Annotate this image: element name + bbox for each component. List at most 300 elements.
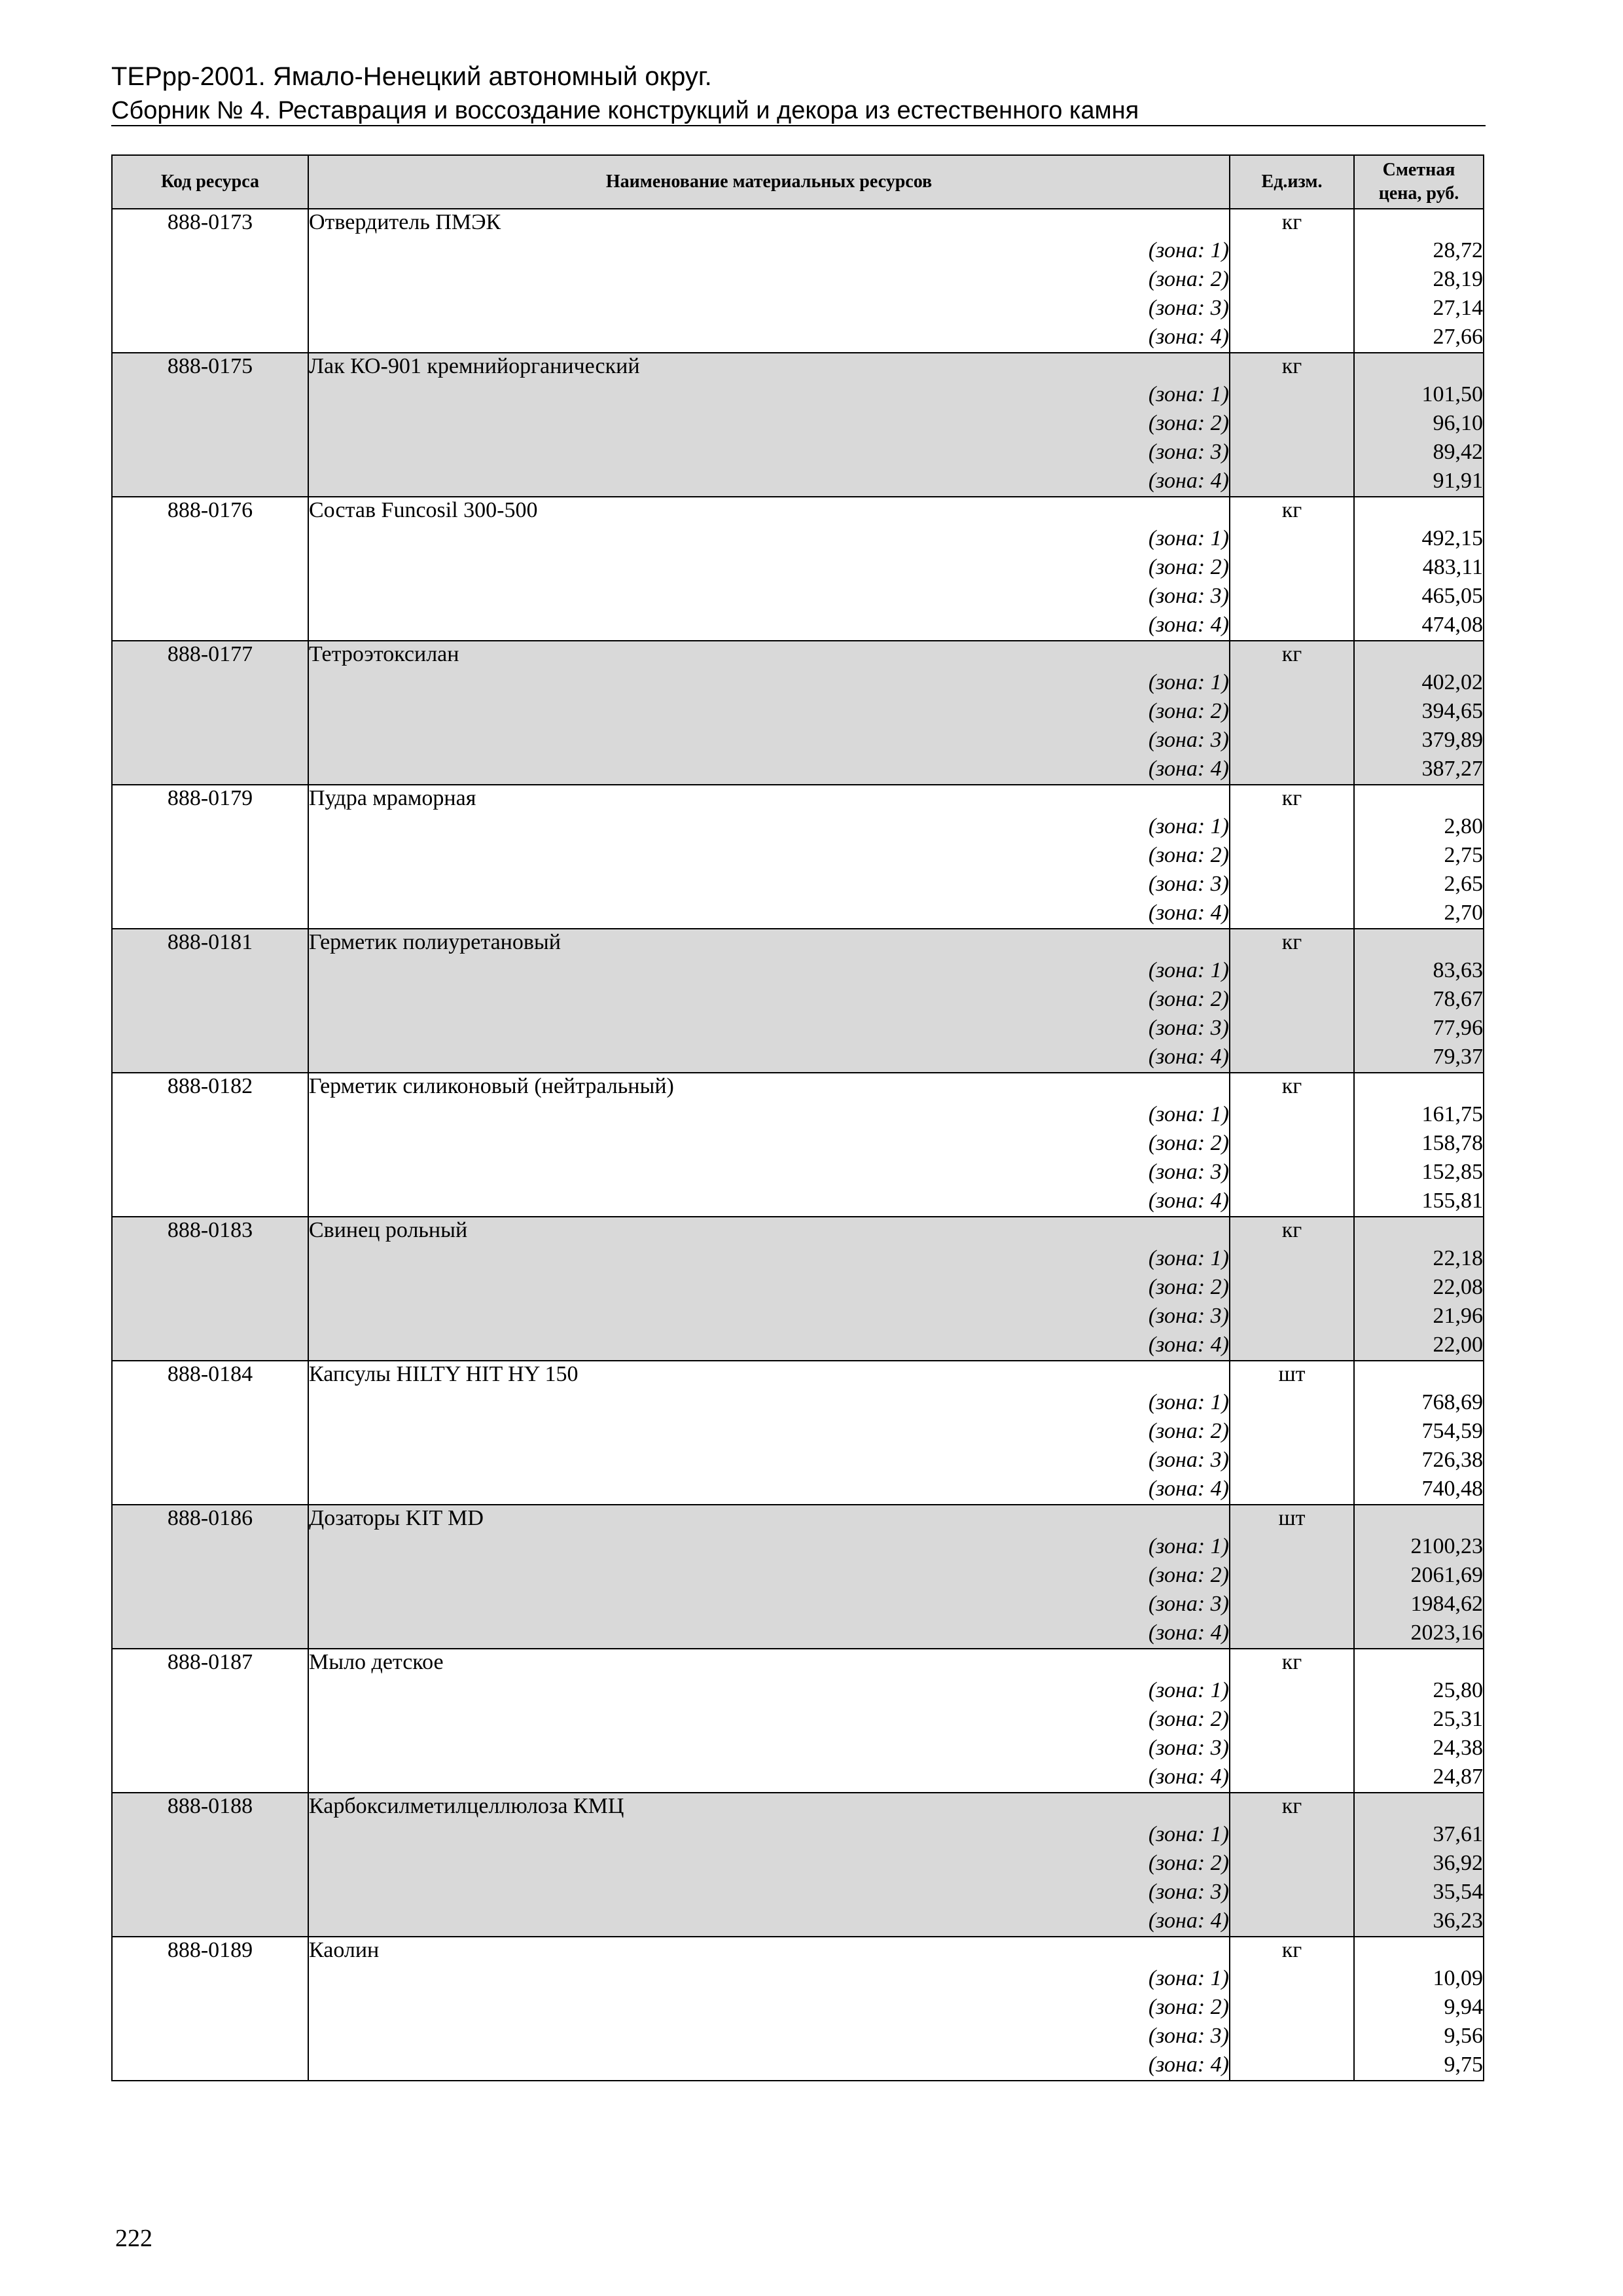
code-cell-empty: [112, 1332, 308, 1361]
table-row: [112, 842, 1484, 871]
code-cell-empty: [112, 1130, 308, 1159]
resource-code: 888-0189: [112, 1937, 308, 1965]
collection-title: Сборник № 4. Реставрация и воссоздание конструкций и декора из естественного камня: [111, 97, 1139, 124]
unit-cell-empty: [1230, 238, 1354, 266]
zone-label: (зона: 3): [308, 1591, 1230, 1620]
table-body: [112, 209, 1484, 2081]
code-cell-empty: [112, 1044, 308, 1073]
table-row: [112, 871, 1484, 900]
zone-label: (зона: 4): [308, 1620, 1230, 1649]
unit-cell-empty: [1230, 756, 1354, 785]
resource-code: 888-0173: [112, 209, 308, 238]
table-row: [112, 1217, 1484, 1246]
table-row: [112, 756, 1484, 785]
table-row: [112, 1591, 1484, 1620]
table-row: [112, 526, 1484, 554]
unit-cell-empty: [1230, 2052, 1354, 2081]
resource-code: 888-0179: [112, 785, 308, 814]
table-row: [112, 986, 1484, 1015]
table-row: [112, 814, 1484, 842]
zone-price: 474,08: [1354, 612, 1484, 641]
code-cell-empty: [112, 1908, 308, 1937]
code-cell-empty: [112, 2023, 308, 2052]
table-row: [112, 324, 1484, 353]
zone-label: (зона: 1): [308, 1965, 1230, 1994]
zone-label: (зона: 3): [308, 1447, 1230, 1476]
unit-cell-empty: [1230, 1735, 1354, 1764]
zone-label: (зона: 2): [308, 1850, 1230, 1879]
resource-code: 888-0181: [112, 929, 308, 958]
zone-label: (зона: 1): [308, 526, 1230, 554]
zone-price: 21,96: [1354, 1303, 1484, 1332]
unit-cell-empty: [1230, 1447, 1354, 1476]
zone-price: 10,09: [1354, 1965, 1484, 1994]
zone-price: 492,15: [1354, 526, 1484, 554]
zone-price: 483,11: [1354, 554, 1484, 583]
zone-price: 161,75: [1354, 1102, 1484, 1130]
zone-label: (зона: 4): [308, 1044, 1230, 1073]
table-row: [112, 698, 1484, 727]
code-cell-empty: [112, 238, 308, 266]
table-row: [112, 1159, 1484, 1188]
zone-price: 89,42: [1354, 439, 1484, 468]
zone-label: (зона: 3): [308, 727, 1230, 756]
header-price-line1: Сметная: [1382, 160, 1455, 180]
resource-name: Пудра мраморная: [308, 785, 1230, 814]
unit-cell-empty: [1230, 958, 1354, 986]
unit-cell-empty: [1230, 295, 1354, 324]
code-cell-empty: [112, 1188, 308, 1217]
table-row: [112, 1706, 1484, 1735]
table-row: [112, 1390, 1484, 1418]
unit-cell-empty: [1230, 1015, 1354, 1044]
zone-price: 27,66: [1354, 324, 1484, 353]
zone-label: (зона: 4): [308, 1476, 1230, 1505]
unit-cell-empty: [1230, 1274, 1354, 1303]
code-cell-empty: [112, 468, 308, 497]
table-row: [112, 1246, 1484, 1274]
table-row: [112, 1677, 1484, 1706]
table-row: [112, 1793, 1484, 1821]
zone-label: (зона: 4): [308, 2052, 1230, 2081]
table-row: [112, 1447, 1484, 1476]
code-cell-empty: [112, 1764, 308, 1793]
zone-label: (зона: 4): [308, 756, 1230, 785]
zone-label: (зона: 4): [308, 1908, 1230, 1937]
code-cell-empty: [112, 2052, 308, 2081]
unit-cell-empty: [1230, 871, 1354, 900]
unit-cell-empty: [1230, 1965, 1354, 1994]
zone-price: 22,00: [1354, 1332, 1484, 1361]
code-cell-empty: [112, 1562, 308, 1591]
unit-cell-empty: [1230, 986, 1354, 1015]
zone-label: (зона: 4): [308, 1332, 1230, 1361]
resource-code: 888-0183: [112, 1217, 308, 1246]
code-cell-empty: [112, 1390, 308, 1418]
zone-label: (зона: 1): [308, 1246, 1230, 1274]
header-rule: [111, 125, 1486, 126]
zone-price: 28,72: [1354, 238, 1484, 266]
zone-label: (зона: 2): [308, 266, 1230, 295]
table-row: [112, 2023, 1484, 2052]
price-cell-empty: [1354, 641, 1484, 670]
zone-price: 35,54: [1354, 1879, 1484, 1908]
table-row: [112, 1821, 1484, 1850]
unit-cell-empty: [1230, 1246, 1354, 1274]
zone-label: (зона: 1): [308, 670, 1230, 698]
unit-cell-empty: [1230, 382, 1354, 410]
unit-cell-empty: [1230, 1130, 1354, 1159]
unit-cell-empty: [1230, 1677, 1354, 1706]
table-header-row: [112, 155, 1484, 209]
resource-name: Лак КО-901 кремнийорганический: [308, 353, 1230, 382]
zone-label: (зона: 4): [308, 900, 1230, 929]
resource-name: Свинец рольный: [308, 1217, 1230, 1246]
zone-label: (зона: 1): [308, 1534, 1230, 1562]
resource-name: Герметик силиконовый (нейтральный): [308, 1073, 1230, 1102]
table-row: [112, 1418, 1484, 1447]
price-cell-empty: [1354, 1937, 1484, 1965]
unit-cell-empty: [1230, 1764, 1354, 1793]
resource-code: 888-0188: [112, 1793, 308, 1821]
zone-label: (зона: 4): [308, 468, 1230, 497]
zone-price: 9,56: [1354, 2023, 1484, 2052]
code-cell-empty: [112, 842, 308, 871]
table-row: [112, 266, 1484, 295]
code-cell-empty: [112, 439, 308, 468]
code-cell-empty: [112, 1534, 308, 1562]
zone-label: (зона: 2): [308, 1130, 1230, 1159]
resources-table: [111, 154, 1484, 2081]
resource-unit: кг: [1230, 209, 1354, 238]
unit-cell-empty: [1230, 1303, 1354, 1332]
unit-cell-empty: [1230, 324, 1354, 353]
price-cell-empty: [1354, 1073, 1484, 1102]
zone-price: 25,80: [1354, 1677, 1484, 1706]
table-row: [112, 1361, 1484, 1390]
table-row: [112, 1102, 1484, 1130]
price-cell-empty: [1354, 1793, 1484, 1821]
zone-price: 465,05: [1354, 583, 1484, 612]
table-row: [112, 238, 1484, 266]
unit-cell-empty: [1230, 526, 1354, 554]
unit-cell-empty: [1230, 583, 1354, 612]
zone-price: 152,85: [1354, 1159, 1484, 1188]
zone-price: 2,75: [1354, 842, 1484, 871]
unit-cell-empty: [1230, 1534, 1354, 1562]
zone-price: 2,65: [1354, 871, 1484, 900]
code-cell-empty: [112, 1015, 308, 1044]
resource-unit: кг: [1230, 929, 1354, 958]
code-cell-empty: [112, 1476, 308, 1505]
price-cell-empty: [1354, 1361, 1484, 1390]
code-cell-empty: [112, 554, 308, 583]
unit-cell-empty: [1230, 1620, 1354, 1649]
unit-cell-empty: [1230, 1821, 1354, 1850]
code-cell-empty: [112, 986, 308, 1015]
table-row: [112, 295, 1484, 324]
zone-price: 2061,69: [1354, 1562, 1484, 1591]
code-cell-empty: [112, 295, 308, 324]
unit-cell-empty: [1230, 1390, 1354, 1418]
unit-cell-empty: [1230, 727, 1354, 756]
unit-cell-empty: [1230, 1418, 1354, 1447]
code-cell-empty: [112, 1591, 308, 1620]
resource-unit: кг: [1230, 1217, 1354, 1246]
table-row: [112, 1073, 1484, 1102]
zone-label: (зона: 2): [308, 842, 1230, 871]
code-cell-empty: [112, 382, 308, 410]
code-cell-empty: [112, 410, 308, 439]
unit-cell-empty: [1230, 1850, 1354, 1879]
zone-label: (зона: 1): [308, 958, 1230, 986]
table-row: [112, 382, 1484, 410]
price-cell-empty: [1354, 1649, 1484, 1677]
zone-price: 158,78: [1354, 1130, 1484, 1159]
code-cell-empty: [112, 583, 308, 612]
zone-price: 2,80: [1354, 814, 1484, 842]
code-cell-empty: [112, 612, 308, 641]
code-cell-empty: [112, 1303, 308, 1332]
table-row: [112, 497, 1484, 526]
table-row: [112, 1188, 1484, 1217]
zone-label: (зона: 2): [308, 410, 1230, 439]
zone-price: 22,08: [1354, 1274, 1484, 1303]
unit-cell-empty: [1230, 698, 1354, 727]
zone-label: (зона: 1): [308, 814, 1230, 842]
document-title: ТЕРрр-2001. Ямало-Ненецкий автономный округ.: [111, 62, 712, 91]
resource-name: Каолин: [308, 1937, 1230, 1965]
table-row: [112, 958, 1484, 986]
unit-cell-empty: [1230, 1476, 1354, 1505]
price-cell-empty: [1354, 929, 1484, 958]
table-row: [112, 900, 1484, 929]
zone-price: 754,59: [1354, 1418, 1484, 1447]
resource-name: Карбоксилметилцеллюлоза КМЦ: [308, 1793, 1230, 1821]
unit-cell-empty: [1230, 1908, 1354, 1937]
zone-price: 740,48: [1354, 1476, 1484, 1505]
zone-label: (зона: 3): [308, 1015, 1230, 1044]
unit-cell-empty: [1230, 1102, 1354, 1130]
page-number: 222: [115, 2225, 152, 2252]
table-row: [112, 612, 1484, 641]
zone-price: 1984,62: [1354, 1591, 1484, 1620]
zone-label: (зона: 2): [308, 554, 1230, 583]
zone-price: 36,23: [1354, 1908, 1484, 1937]
unit-cell-empty: [1230, 1159, 1354, 1188]
table-row: [112, 1534, 1484, 1562]
table-row: [112, 1015, 1484, 1044]
resource-name: Герметик полиуретановый: [308, 929, 1230, 958]
code-cell-empty: [112, 900, 308, 929]
zone-price: 379,89: [1354, 727, 1484, 756]
zone-price: 2,70: [1354, 900, 1484, 929]
code-cell-empty: [112, 1274, 308, 1303]
code-cell-empty: [112, 1159, 308, 1188]
zone-price: 28,19: [1354, 266, 1484, 295]
zone-price: 768,69: [1354, 1390, 1484, 1418]
table-row: [112, 1620, 1484, 1649]
resource-unit: кг: [1230, 785, 1354, 814]
code-cell-empty: [112, 324, 308, 353]
zone-label: (зона: 3): [308, 871, 1230, 900]
resource-name: Тетроэтоксилан: [308, 641, 1230, 670]
code-cell-empty: [112, 1965, 308, 1994]
table-row: [112, 439, 1484, 468]
code-cell-empty: [112, 814, 308, 842]
unit-cell-empty: [1230, 670, 1354, 698]
table-row: [112, 209, 1484, 238]
zone-price: 37,61: [1354, 1821, 1484, 1850]
code-cell-empty: [112, 1735, 308, 1764]
table-row: [112, 785, 1484, 814]
code-cell-empty: [112, 1102, 308, 1130]
resource-code: 888-0176: [112, 497, 308, 526]
zone-price: 77,96: [1354, 1015, 1484, 1044]
zone-price: 394,65: [1354, 698, 1484, 727]
code-cell-empty: [112, 1994, 308, 2023]
zone-label: (зона: 2): [308, 698, 1230, 727]
zone-price: 402,02: [1354, 670, 1484, 698]
table-row: [112, 727, 1484, 756]
zone-price: 27,14: [1354, 295, 1484, 324]
zone-label: (зона: 1): [308, 1102, 1230, 1130]
table-row: [112, 1994, 1484, 2023]
zone-price: 24,38: [1354, 1735, 1484, 1764]
zone-price: 2100,23: [1354, 1534, 1484, 1562]
code-cell-empty: [112, 756, 308, 785]
zone-label: (зона: 4): [308, 1188, 1230, 1217]
zone-label: (зона: 2): [308, 1706, 1230, 1735]
unit-cell-empty: [1230, 814, 1354, 842]
table-row: [112, 583, 1484, 612]
zone-price: 2023,16: [1354, 1620, 1484, 1649]
resource-unit: кг: [1230, 1937, 1354, 1965]
zone-price: 726,38: [1354, 1447, 1484, 1476]
zone-label: (зона: 1): [308, 238, 1230, 266]
zone-label: (зона: 4): [308, 1764, 1230, 1793]
zone-price: 22,18: [1354, 1246, 1484, 1274]
resource-name: Отвердитель ПМЭК: [308, 209, 1230, 238]
resource-name: Капсулы HILTY HIT HY 150: [308, 1361, 1230, 1390]
table-row: [112, 1965, 1484, 1994]
code-cell-empty: [112, 871, 308, 900]
zone-label: (зона: 3): [308, 1735, 1230, 1764]
zone-label: (зона: 1): [308, 382, 1230, 410]
zone-price: 387,27: [1354, 756, 1484, 785]
unit-cell-empty: [1230, 1188, 1354, 1217]
table-row: [112, 2052, 1484, 2081]
price-cell-empty: [1354, 497, 1484, 526]
price-cell-empty: [1354, 1217, 1484, 1246]
table-row: [112, 1764, 1484, 1793]
zone-price: 155,81: [1354, 1188, 1484, 1217]
zone-label: (зона: 3): [308, 2023, 1230, 2052]
code-cell-empty: [112, 1447, 308, 1476]
zone-label: (зона: 4): [308, 612, 1230, 641]
table-row: [112, 1649, 1484, 1677]
table-row: [112, 468, 1484, 497]
resource-code: 888-0182: [112, 1073, 308, 1102]
table-row: [112, 410, 1484, 439]
price-cell-empty: [1354, 785, 1484, 814]
unit-cell-empty: [1230, 1562, 1354, 1591]
resource-code: 888-0177: [112, 641, 308, 670]
code-cell-empty: [112, 266, 308, 295]
table-row: [112, 641, 1484, 670]
resource-code: 888-0184: [112, 1361, 308, 1390]
table-row: [112, 1562, 1484, 1591]
table-row: [112, 1274, 1484, 1303]
unit-cell-empty: [1230, 900, 1354, 929]
code-cell-empty: [112, 1620, 308, 1649]
zone-label: (зона: 1): [308, 1677, 1230, 1706]
zone-price: 96,10: [1354, 410, 1484, 439]
unit-cell-empty: [1230, 1332, 1354, 1361]
zone-label: (зона: 3): [308, 1159, 1230, 1188]
header-price: [1354, 155, 1484, 209]
zone-label: (зона: 3): [308, 295, 1230, 324]
table-row: [112, 1850, 1484, 1879]
resource-code: 888-0175: [112, 353, 308, 382]
resource-code: 888-0186: [112, 1505, 308, 1534]
resource-name: Состав Funcosil 300-500: [308, 497, 1230, 526]
resource-unit: кг: [1230, 1073, 1354, 1102]
header-unit: Ед.изм.: [1230, 155, 1354, 209]
zone-price: 9,94: [1354, 1994, 1484, 2023]
unit-cell-empty: [1230, 612, 1354, 641]
table-row: [112, 554, 1484, 583]
price-cell-empty: [1354, 1505, 1484, 1534]
code-cell-empty: [112, 1850, 308, 1879]
table-row: [112, 1937, 1484, 1965]
code-cell-empty: [112, 958, 308, 986]
resource-unit: шт: [1230, 1505, 1354, 1534]
unit-cell-empty: [1230, 266, 1354, 295]
zone-price: 91,91: [1354, 468, 1484, 497]
zone-label: (зона: 2): [308, 986, 1230, 1015]
resource-unit: кг: [1230, 1793, 1354, 1821]
table-row: [112, 353, 1484, 382]
resource-name: Мыло детское: [308, 1649, 1230, 1677]
code-cell-empty: [112, 1246, 308, 1274]
price-cell-empty: [1354, 209, 1484, 238]
resource-unit: кг: [1230, 641, 1354, 670]
price-cell-empty: [1354, 353, 1484, 382]
unit-cell-empty: [1230, 410, 1354, 439]
zone-label: (зона: 3): [308, 439, 1230, 468]
header-name: Наименование материальных ресурсов: [308, 155, 1230, 209]
zone-label: (зона: 2): [308, 1562, 1230, 1591]
table-row: [112, 1735, 1484, 1764]
zone-label: (зона: 1): [308, 1821, 1230, 1850]
table-row: [112, 1908, 1484, 1937]
resource-unit: кг: [1230, 497, 1354, 526]
zone-label: (зона: 2): [308, 1994, 1230, 2023]
code-cell-empty: [112, 1821, 308, 1850]
zone-price: 24,87: [1354, 1764, 1484, 1793]
zone-price: 9,75: [1354, 2052, 1484, 2081]
unit-cell-empty: [1230, 842, 1354, 871]
header-code: Код ресурса: [112, 155, 308, 209]
unit-cell-empty: [1230, 1591, 1354, 1620]
unit-cell-empty: [1230, 1706, 1354, 1735]
table-row: [112, 1879, 1484, 1908]
code-cell-empty: [112, 526, 308, 554]
resource-unit: кг: [1230, 353, 1354, 382]
unit-cell-empty: [1230, 2023, 1354, 2052]
unit-cell-empty: [1230, 439, 1354, 468]
